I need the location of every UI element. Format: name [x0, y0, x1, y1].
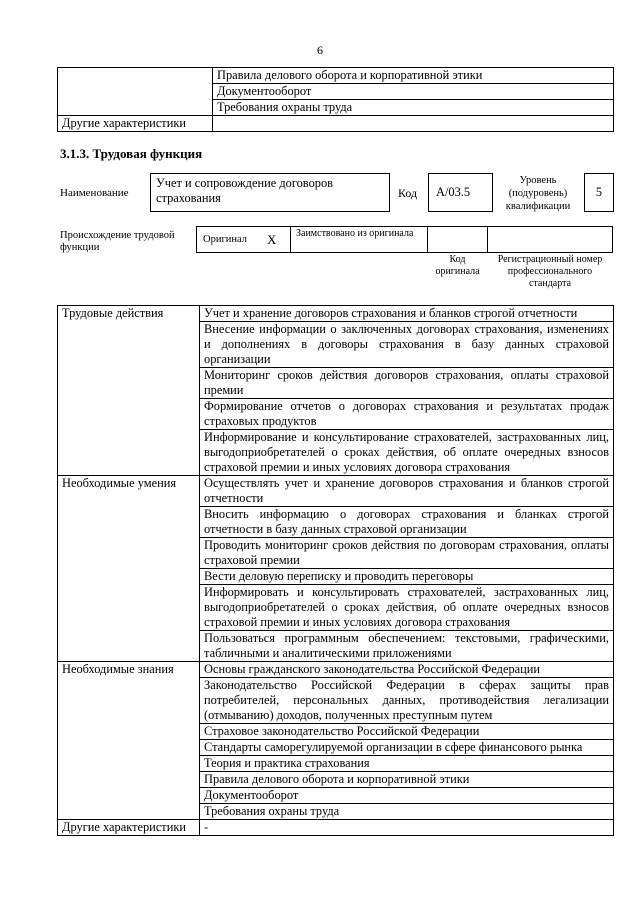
skill-item: Вести деловую переписку и проводить переговоры	[200, 569, 614, 585]
original-mark: X	[267, 232, 277, 247]
name-box	[150, 173, 390, 212]
actions-label: Трудовые действия	[58, 306, 200, 476]
other-label: Другие характеристики	[58, 820, 200, 836]
code-label: Код	[398, 186, 418, 200]
top-row: Документооборот	[213, 84, 614, 100]
name-label: Наименование	[60, 187, 129, 199]
other-value	[213, 116, 614, 132]
knowledge-item: Документооборот	[200, 788, 614, 804]
skill-item: Пользоваться программным обеспечением: текстовыми, графическими, табличными и аналитическими приложениями	[200, 631, 614, 662]
main-table	[57, 305, 614, 836]
skill-item: Вносить информацию о договорах страхования и бланках строгой отчетности в базу данных страховой организации	[200, 507, 614, 538]
code-caption: Код оригинала	[435, 254, 480, 277]
action-item: Информирование и консультирование страхователей, застрахованных лиц, выгодоприобретателей о сроках действия, об оплате очередных взносов страховой премии и иных условиях договора страхования	[200, 430, 614, 476]
action-item: Формирование отчетов о договорах страхования и результатах продаж страховых продуктов	[200, 399, 614, 430]
code-box	[428, 173, 493, 212]
knowledge-item: Стандарты саморегулируемой организации в сфере финансового рынка	[200, 740, 614, 756]
origin-label: Происхождение трудовой функции	[60, 230, 175, 253]
knowledge-item: Требования охраны труда	[200, 804, 614, 820]
top-row: Правила делового оборота и корпоративной этики	[213, 68, 614, 84]
original-box	[196, 226, 291, 253]
borrowed-label: Заимствовано из оригинала	[296, 228, 414, 239]
skill-item: Информировать и консультировать страхователей, застрахованных лиц, выгодоприобретателей о сроках действия, об оплате очередных взносов страховой премии и иных условиях договора страхования	[200, 585, 614, 631]
top-row: Требования охраны труда	[213, 100, 614, 116]
code-value: А/03.5	[436, 185, 471, 199]
knowledge-item: Правила делового оборота и корпоративной этики	[200, 772, 614, 788]
level-value: 5	[595, 185, 603, 199]
knowledge-item: Страховое законодательство Российской Федерации	[200, 724, 614, 740]
action-item: Мониторинг сроков действия договоров страхования, оплаты страховой премии	[200, 368, 614, 399]
knowledge-label: Необходимые знания	[58, 662, 200, 820]
action-item: Внесение информации о заключенных договорах страхования, изменениях и дополнениях в договоры страхования в базу данных страховой организации	[200, 322, 614, 368]
level-label: Уровень (подуровень) квалификации	[505, 175, 571, 212]
code-original-box	[427, 226, 488, 253]
skill-item: Осуществлять учет и хранение договоров страхования и бланков строгой отчетности	[200, 476, 614, 507]
other-value: -	[200, 820, 614, 836]
reg-number-box	[487, 226, 613, 253]
skill-item: Проводить мониторинг сроков действия по договорам страхования, оплаты страховой премии	[200, 538, 614, 569]
original-label: Оригинал	[203, 234, 247, 245]
section-title: 3.1.3. Трудовая функция	[60, 146, 203, 161]
page-number: 6	[317, 43, 323, 57]
knowledge-item: Теория и практика страхования	[200, 756, 614, 772]
level-box	[584, 173, 614, 212]
borrowed-box	[290, 226, 428, 253]
name-value: Учет и сопровождение договоров страхования	[156, 176, 334, 205]
top-table	[57, 67, 614, 132]
knowledge-item: Законодательство Российской Федерации в сферах защиты прав потребителей, персональных данных, противодействия легализации (отмыванию) доходов, полученных преступным путем	[200, 678, 614, 724]
action-item: Учет и хранение договоров страхования и бланков строгой отчетности	[200, 306, 614, 322]
reg-caption: Регистрационный номер профессионального стандарта	[497, 254, 603, 289]
skills-label: Необходимые умения	[58, 476, 200, 662]
knowledge-item: Основы гражданского законодательства Российской Федерации	[200, 662, 614, 678]
other-label: Другие характеристики	[58, 116, 213, 132]
empty-cell	[58, 68, 213, 116]
